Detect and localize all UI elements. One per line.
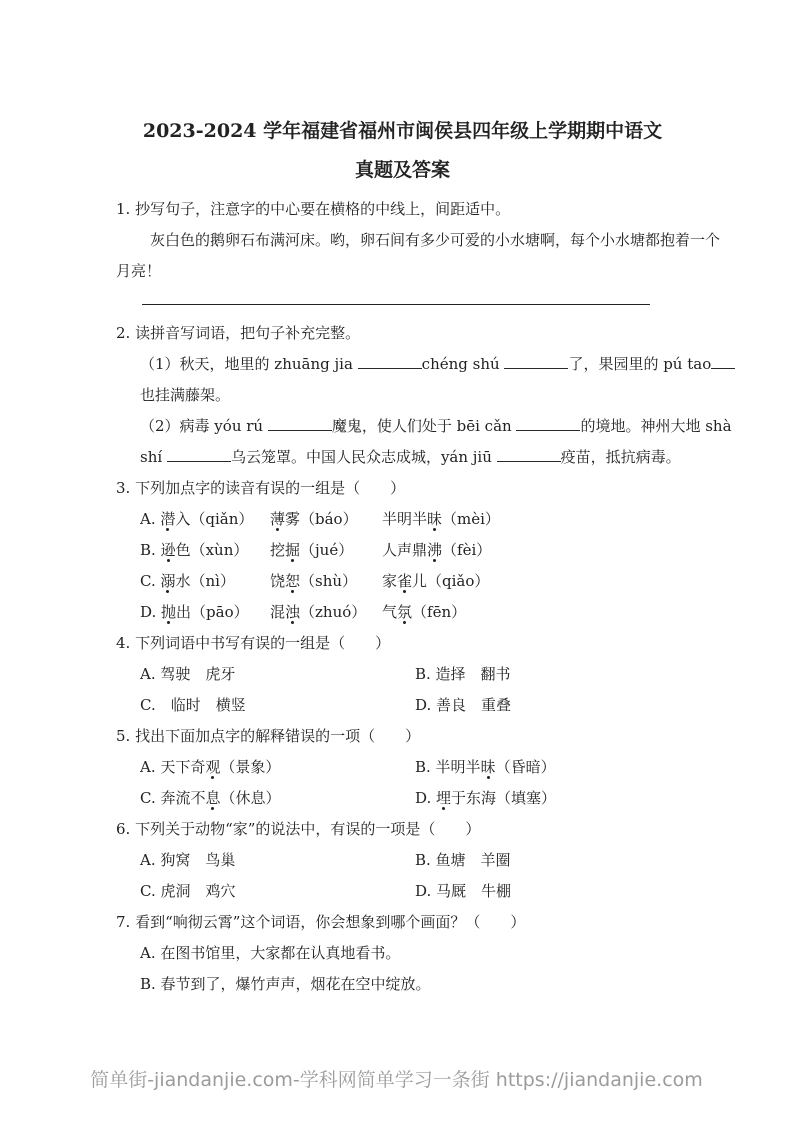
- question-7-option-a: A. 在图书馆里，大家都在认真地看书。: [140, 944, 401, 962]
- question-7-option-b: B. 春节到了，爆竹声声，烟花在空中绽放。: [140, 975, 431, 993]
- question-3-option-a-word-1: A. 潜入（qiǎn）: [140, 510, 254, 528]
- page-title-line-1: 2023-2024 学年福建省福州市闽侯县四年级上学期期中语文: [142, 120, 663, 142]
- question-3-option-b-word-3: 人声鼎沸（fèi）: [382, 541, 492, 559]
- emphasized-character: 昧: [480, 758, 496, 776]
- question-6-row-2: [116, 876, 689, 907]
- emphasized-character: 埋: [436, 789, 452, 807]
- question-3-option-a-word-2: 薄雾（báo）: [270, 510, 358, 528]
- question-3-option-a-word-3: 半明半昧（mèi）: [382, 510, 500, 528]
- page-footer-watermark: 简单街-jiandanjie.com-学科网简单学习一条街 https://jiandanjie.com: [90, 1069, 703, 1091]
- question-4-stem: 4. 下列词语中书写有误的一组是（ ）: [116, 634, 391, 652]
- question-3-option-c-word-2: 饶恕（shù）: [270, 572, 358, 590]
- fill-in-blank: [268, 428, 332, 431]
- question-4-option-a: A. 驾驶 虎牙: [140, 665, 236, 683]
- emphasized-character: 逊: [160, 541, 176, 559]
- question-5-row-2: [116, 783, 689, 814]
- fill-in-blank: [516, 428, 580, 431]
- question-1-answer-rule: [142, 304, 650, 305]
- fill-in-blank: [504, 366, 568, 369]
- question-3-option-a: [116, 504, 689, 535]
- emphasized-character: 抛: [161, 603, 177, 621]
- question-5-option-c: C. 奔流不息（休息）: [140, 789, 281, 807]
- fill-in-blank: [358, 366, 422, 369]
- question-3-option-c-word-1: C. 溺水（nì）: [140, 572, 235, 590]
- question-6-option-c: C. 虎洞 鸡穴: [140, 882, 236, 900]
- question-4-option-c: C. 临时 横竖: [140, 696, 246, 714]
- question-7-stem: 7. 看到“响彻云霄”这个词语，你会想象到哪个画面？（ ）: [116, 913, 526, 931]
- question-3-option-b-word-2: 挖掘（jué）: [270, 541, 354, 559]
- emphasized-character: 浊: [285, 603, 301, 621]
- question-1-copy-sentence-line-2: 月亮！: [116, 262, 162, 280]
- page-title-line-2: 真题及答案: [354, 159, 450, 181]
- question-3-option-b: [116, 535, 689, 566]
- question-2-part-2-line-1: （2）病毒 yóu rú 魔鬼，使人们处于 bēi cǎn 的境地。神州大地 shà: [140, 417, 732, 435]
- question-3-option-d-word-2: 混浊（zhuó）: [270, 603, 367, 621]
- question-5-row-1: [116, 752, 689, 783]
- emphasized-character: 沸: [427, 541, 443, 559]
- question-4-option-b: B. 造择 翻书: [415, 665, 511, 683]
- question-6-option-b: B. 鱼塘 羊圈: [415, 851, 511, 869]
- page-title: [106, 112, 699, 190]
- question-6-option-d: D. 马厩 牛棚: [415, 882, 512, 900]
- question-5-option-b: B. 半明半昧（昏暗）: [415, 758, 556, 776]
- emphasized-character: 氛: [397, 603, 413, 621]
- question-1-stem: 1. 抄写句子，注意字的中心要在横格的中线上，间距适中。: [116, 200, 511, 218]
- question-2-part-2-line-2: shí 乌云笼罩。中国人民众志成城，yán jiū 疫苗，抵抗病毒。: [140, 448, 681, 466]
- emphasized-character: 潜: [160, 510, 176, 528]
- question-6-row-1: [116, 845, 689, 876]
- fill-in-blank: [167, 459, 231, 462]
- question-4-option-d: D. 善良 重叠: [415, 696, 512, 714]
- fill-in-blank-small: [711, 366, 735, 369]
- question-4-row-2: [116, 690, 689, 721]
- question-2-part-1-line-1: （1）秋天，地里的 zhuāng jia chéng shú 了，果园里的 pú tao: [116, 349, 689, 380]
- emphasized-character: 息: [205, 789, 221, 807]
- question-6-stem: 6. 下列关于动物“家”的说法中，有误的一项是（ ）: [116, 820, 481, 838]
- question-1-copy-sentence-line-1: 灰白色的鹅卵石布满河床。哟，卵石间有多少可爱的小水塘啊，每个小水塘都抱着一个: [150, 231, 721, 249]
- question-2-part-1-line-2: 也挂满藤架。: [140, 386, 231, 404]
- emphasized-character: 恕: [285, 572, 301, 590]
- question-3-option-d-word-1: D. 抛出（pāo）: [140, 603, 249, 621]
- question-3-option-c-word-3: 家雀儿（qiǎo）: [382, 572, 490, 590]
- emphasized-character: 昧: [427, 510, 443, 528]
- question-4-row-1: [116, 659, 689, 690]
- question-5-option-d: D. 埋于东海（填塞）: [415, 789, 557, 807]
- question-3-option-c: [116, 566, 689, 597]
- question-3-option-b-word-1: B. 逊色（xùn）: [140, 541, 249, 559]
- question-5-option-a: A. 天下奇观（景象）: [140, 758, 281, 776]
- emphasized-character: 溺: [160, 572, 176, 590]
- emphasized-character: 薄: [270, 510, 286, 528]
- question-3-option-d-word-3: 气氛（fēn）: [382, 603, 467, 621]
- question-3-option-d: [116, 597, 689, 628]
- question-3-stem: 3. 下列加点字的读音有误的一组是（ ）: [116, 479, 406, 497]
- question-5-stem: 5. 找出下面加点字的解释错误的一项（ ）: [116, 727, 421, 745]
- question-2-stem: 2. 读拼音写词语，把句子补充完整。: [116, 324, 361, 342]
- emphasized-character: 掘: [285, 541, 301, 559]
- question-6-option-a: A. 狗窝 鸟巢: [140, 851, 236, 869]
- emphasized-character: 观: [205, 758, 221, 776]
- fill-in-blank: [497, 459, 561, 462]
- emphasized-character: 雀: [397, 572, 413, 590]
